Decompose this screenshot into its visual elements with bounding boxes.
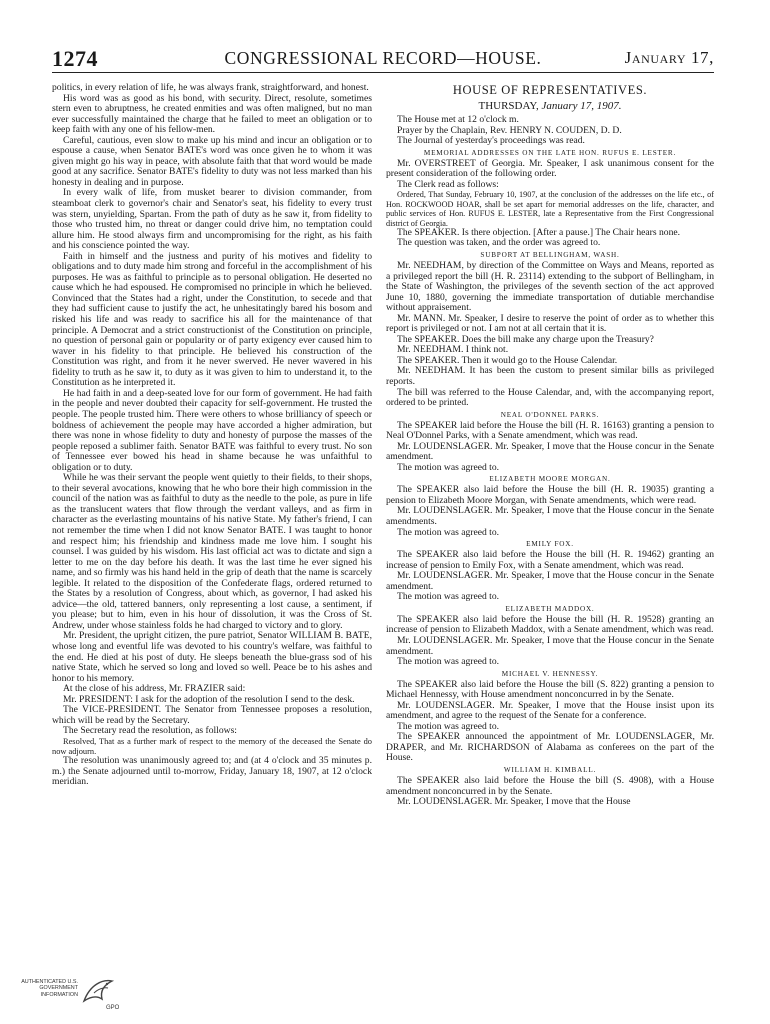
gpo-eagle-icon: [80, 975, 116, 1009]
paragraph: Mr. NEEDHAM. I think not.: [397, 344, 509, 356]
emblem-text: AUTHENTICATED U.S. GOVERNMENT INFORMATION: [21, 979, 78, 998]
house-heading: HOUSE OF REPRESENTATIVES.: [452, 83, 648, 97]
paragraph: While he was their servant the people went quietly to their fields, to their shops, to their several avocations, knowing that he who bore their high commission in the council of the nation was as faithful to duty as the needle to the pole, as pure in life as the translucent waters that flow through the verdant valleys, and as firm in character as the everlasting mountains of his native State. My father's friend, I can not remember the time when I did not know Senator BATE. I was taught to honor and respect him; his friendship and kindness made me love him. I sought his counsel. I was guided by his wisdom. His last official act was to dictate and sign a letter to me on the day before his death. It was the last time he ever signed his name, and so firmly was his hand held in the grip of death that the name is scarcely legible. It related to the disposition of the Confederate flags, ordered returned to the States by a resolution of Congress, about which, as governor, I had asked his advice—the old, tattered banners, only representing a lost cause, a sentiment, if you please; but to him, even in his hour of dissolution, it was the Cross of St. Andrew, under whose stainless folds he had charged to victory and to glory.: [52, 472, 372, 631]
paragraph: The motion was agreed to.: [397, 656, 500, 668]
paragraph: The motion was agreed to.: [397, 526, 500, 538]
paragraph: The SPEAKER. Is there objection. [After a pause.] The Chair hears none.: [397, 226, 681, 238]
paragraph: Mr. PRESIDENT: I ask for the adoption of the resolution I send to the desk.: [63, 693, 355, 705]
paragraph: His word was as good as his bond, with security. Direct, resolute, sometimes stern even to abruptness, he created enmities and was often maligned, but no man ever successfully maintained the charge that he failed to meet an obligation or to keep faith with any one of his fellow-men.: [52, 92, 372, 136]
section-heading: MICHAEL V. HENNESSY.: [501, 669, 599, 678]
paragraph: Mr. LOUDENSLAGER. Mr. Speaker, I move that the House concur in the Senate amendment.: [386, 440, 714, 463]
page-title: CONGRESSIONAL RECORD—HOUSE.: [224, 48, 542, 68]
emblem-org: GPO: [106, 1005, 120, 1011]
paragraph: The SPEAKER. Then it would go to the House Calendar.: [397, 354, 618, 366]
paragraph: Mr. LOUDENSLAGER. Mr. Speaker, I move that the House insist upon its amendment, and agree to the request of the Senate for a conference.: [386, 699, 714, 722]
paragraph: Mr. NEEDHAM. It has been the custom to present similar bills as privileged reports.: [386, 365, 714, 388]
gpo-authentication-emblem: [20, 975, 140, 1015]
section-heading: ELIZABETH MOORE MORGAN.: [489, 475, 611, 484]
right-column: [386, 83, 714, 933]
paragraph: Mr. LOUDENSLAGER. Mr. Speaker, I move that the House concur in the Senate amendment.: [386, 570, 714, 592]
house-date: [386, 100, 714, 113]
paragraph: The Clerk read as follows:: [397, 178, 499, 190]
running-head: [52, 46, 714, 73]
paragraph: The bill was referred to the House Calendar, and, with the accompanying report, ordered to be printed.: [386, 386, 714, 409]
paragraph: The motion was agreed to.: [397, 720, 500, 732]
paragraph: The resolution was unanimously agreed to; and (at 4 o'clock and 35 minutes p. m.) the Senate adjourned until to-morrow, Friday, January 18, 1907, at 12 o'clock meridian.: [52, 755, 372, 788]
paragraph: Faith in himself and the justness and purity of his motives and fidelity to obligations and to duty made him strong and forceful in the accomplishment of his purposes. He was as faithful to principle as to personal obligation. He deserted no cause which he had espoused. He compromised no principle in which he believed. Convinced that the States had a right, under the Constitution, to secede and that they had sufficient cause to justify the act, he unhesitatingly bared his bosom and risked his life and was ready to sacrifice his all for the maintenance of that principle. A Democrat and a strict constructionist of the Constitution on principle, no question of personal gain or popularity or of party exigency ever caused him to waver in his fidelity to that principle. He believed his construction of the Constitution was right, and from it he never swerved. He never wavered in his fidelity to truth as he saw it, to duty as it was given to him to understand it, to the Constitution as he interpreted it.: [52, 250, 372, 389]
section-heading: SUBPORT AT BELLINGHAM, WASH.: [480, 251, 620, 259]
paragraph: Mr. LOUDENSLAGER. Mr. Speaker, I move that the House: [397, 796, 631, 808]
paragraph: The motion was agreed to.: [397, 591, 500, 603]
paragraph: The SPEAKER also laid before the House the bill (S. 4908), with a House amendment nonconcurred in by the Senate.: [386, 774, 714, 797]
paragraph: At the close of his address, Mr. FRAZIER said:: [63, 683, 246, 695]
paragraph: The SPEAKER. Does the bill make any charge upon the Treasury?: [397, 333, 654, 345]
paragraph: In every walk of life, from musket bearer to division commander, from steamboat clerk to governor's chair and Senator's seat, his fidelity to every trust was stern, unyielding, Spartan. From the path of duty as he saw it, from fidelity to those who trusted him, no threat or danger could drive him, no temptation could allure him. He stood always firm and uncompromising for the right, as his faith and his conscience pointed the way.: [52, 187, 372, 252]
section-heading: EMILY FOX.: [526, 540, 574, 549]
section-heading: NEAL O'DONNEL PARKS.: [500, 410, 600, 419]
paragraph: Mr. MANN. Mr. Speaker, I desire to reserve the point of order as to whether this report is privileged or not. I am not at all certain that it is.: [386, 312, 714, 335]
paragraph: The House met at 12 o'clock m.: [397, 114, 519, 125]
paragraph: Mr. LOUDENSLAGER. Mr. Speaker, I move that the House concur in the Senate amendments.: [386, 505, 714, 528]
paragraph: Mr. LOUDENSLAGER. Mr. Speaker, I move that the House concur in the Senate amendment.: [386, 634, 714, 657]
paragraph: politics, in every relation of life, he was always frank, straightforward, and honest.: [52, 83, 369, 93]
paragraph: The Secretary read the resolution, as follows:: [63, 725, 237, 737]
order-text: Ordered, That Sunday, February 10, 1907, at the conclusion of the addresses on the life etc., of Hon. ROCKWOOD HOAR, shall be set apart for memorial addresses on the life, character, and public services of Hon. RUFUS E. LESTER, late a Representative from the First Congressional district of Georgia.: [386, 190, 714, 228]
paragraph: The SPEAKER also laid before the House the bill (H. R. 19528) granting an increase of pension to Elizabeth Maddox, with a Senate amendment, which was read.: [386, 613, 714, 636]
paragraph: The motion was agreed to.: [397, 461, 500, 473]
left-column: [52, 83, 372, 933]
section-heading: MEMORIAL ADDRESSES ON THE LATE HON. RUFUS E. LESTER.: [423, 148, 677, 157]
paragraph: Prayer by the Chaplain, Rev. HENRY N. COUDEN, D. D.: [397, 124, 622, 136]
page-date: January 17,: [624, 48, 714, 67]
paragraph: Mr. OVERSTREET of Georgia. Mr. Speaker, I ask unanimous consent for the present consideration of the following order.: [386, 157, 714, 180]
paragraph: The SPEAKER also laid before the House the bill (H. R. 19462) granting an increase of pension to Emily Fox, with a Senate amendment, which was read.: [386, 549, 714, 571]
paragraph: The SPEAKER announced the appointment of Mr. LOUDENSLAGER, Mr. DRAPER, and Mr. RICHARDSON of Alabama as conferees on the part of the House.: [386, 731, 714, 764]
paragraph: He had faith in and a deep-seated love for our form of government. He had faith in the people and never doubted their capacity for self-government. He trusted the people. The people trusted him. There were others to whose brilliancy of speech or boldness of achievement the people may have accorded a higher admiration, but there was none in whose fidelity to duty and honesty of purpose the masses of the people reposed a sublimer faith. Senator BATE was faithful to every trust. No son of Tennessee ever bowed his head in shame because he was unfaithful to obligation or to duty.: [52, 387, 372, 473]
page-number: 1274: [52, 46, 98, 71]
house-date-italic: January 17, 1907.: [541, 100, 622, 112]
paragraph: The VICE-PRESIDENT. The Senator from Tennessee proposes a resolution, which will be read by the Secretary.: [52, 704, 372, 726]
paragraph: The SPEAKER laid before the House the bill (H. R. 16163) granting a pension to Neal O'Donnel Parks, with a Senate amendment, which was read.: [386, 419, 714, 442]
house-date-day: THURSDAY,: [478, 100, 539, 112]
paragraph: The question was taken, and the order was agreed to.: [397, 237, 601, 249]
paragraph: Mr. President, the upright citizen, the pure patriot, Senator WILLIAM B. BATE, whose long and eventful life was devoted to his country's welfare, was faithful to the end. He died at his post of duty. He sleeps beneath the blue-grass sod of his native State, which he served so long and loved so well. Peace be to his ashes and honor to his memory.: [52, 630, 372, 684]
paragraph: Mr. NEEDHAM, by direction of the Committee on Ways and Means, reported as a privileged report the bill (H. R. 23114) extending to the subport of Bellingham, in the State of Washington, the privileges of the seventh section of the act approved June 10, 1880, governing the immediate transportation of dutiable merchandise without appraisement.: [386, 260, 714, 314]
section-heading: WILLIAM H. KIMBALL.: [503, 765, 597, 774]
paragraph: The SPEAKER also laid before the House the bill (H. R. 19035) granting a pension to Elizabeth Moore Morgan, with Senate amendments, which were read.: [386, 484, 714, 506]
paragraph: The Journal of yesterday's proceedings was read.: [397, 135, 585, 147]
resolution-text: Resolved, That as a further mark of respect to the memory of the deceased the Senate do now adjourn.: [52, 736, 372, 756]
paragraph: The SPEAKER also laid before the House the bill (S. 822) granting a pension to Michael Hennessy, with House amendment nonconcurred in by the Senate.: [386, 678, 714, 701]
section-heading: ELIZABETH MADDOX.: [505, 604, 595, 613]
paragraph: Careful, cautious, even slow to make up his mind and incur an obligation or to espouse a cause, when Senator BATE's word was once given he to whom it was given might go his way in peace, with absolute faith that that word would be made good at any sacrifice. Senator BATE's fidelity to duty was not less marked than his honesty in dealing and in purpose.: [52, 134, 372, 188]
